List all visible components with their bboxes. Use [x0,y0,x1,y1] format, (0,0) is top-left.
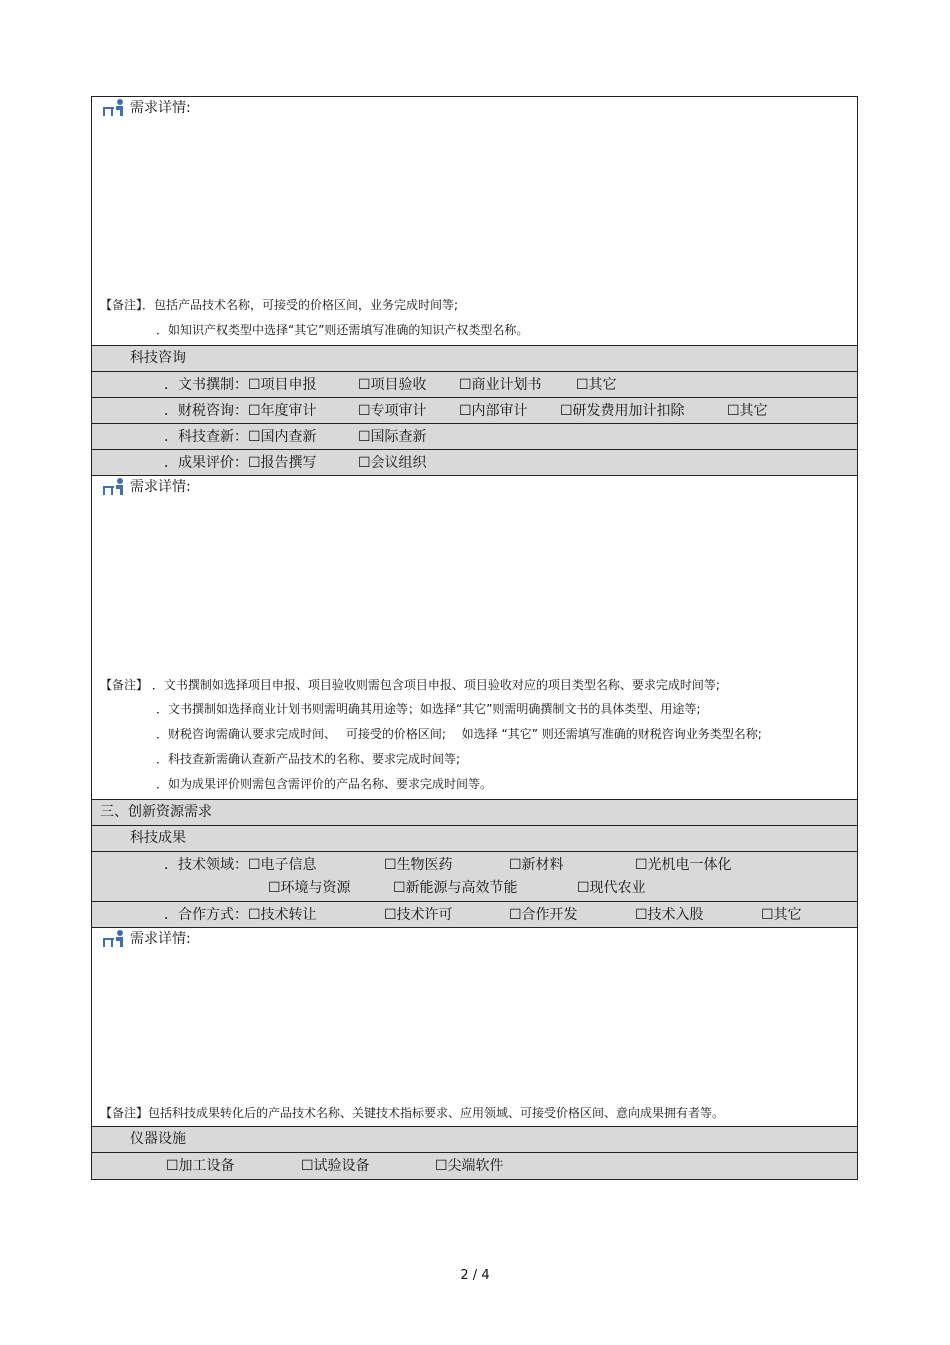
checkbox-international-search[interactable]: ☐国际查新 [358,429,427,445]
checkbox-joint-development[interactable]: ☐合作开发 [509,907,578,923]
checkbox-meeting-organize[interactable]: ☐会议组织 [358,455,427,471]
option-row-evaluation [92,450,857,476]
checkbox-tech-transfer[interactable]: ☐技术转让 [248,907,317,923]
checkbox-biomedicine[interactable]: ☐生物医药 [384,857,453,873]
option-row-tax [92,398,857,424]
checkbox-tech-license[interactable]: ☐技术许可 [384,907,453,923]
checkbox-project-accept[interactable]: ☐项目验收 [358,377,427,393]
checkbox-project-apply[interactable]: ☐项目申报 [248,377,317,393]
note-line: 【备注】．包括产品技术名称，可接受的价格区间，业务完成时间等; [100,298,459,312]
detail-block-ip[interactable] [92,97,857,346]
checkbox-new-materials[interactable]: ☐新材料 [509,857,564,873]
option-row-search [92,424,857,450]
demand-form [91,96,858,1180]
checkbox-special-audit[interactable]: ☐专项审计 [358,403,427,419]
checkbox-annual-audit[interactable]: ☐年度审计 [248,403,317,419]
detail-label: 需求详情: [102,98,191,118]
row-label: ．财税咨询： [164,403,248,419]
checkbox-environment[interactable]: ☐环境与资源 [268,880,351,896]
checkbox-modern-agriculture[interactable]: ☐现代农业 [577,880,646,896]
checkbox-processing-equipment[interactable]: ☐加工设备 [166,1158,235,1174]
detail-block-achievements[interactable] [92,928,857,1127]
checkbox-domestic-search[interactable]: ☐国内查新 [248,429,317,445]
detail-label: 需求详情: [102,477,191,497]
checkbox-other[interactable]: ☐其它 [727,403,768,419]
option-row-instruments [92,1153,857,1179]
checkbox-optomechatronics[interactable]: ☐光机电一体化 [635,857,732,873]
option-row-cooperation [92,902,857,928]
row-label: ．科技查新： [164,429,248,445]
checkbox-advanced-software[interactable]: ☐尖端软件 [435,1158,504,1174]
note-line: 【备注】包括科技成果转化后的产品技术名称、关键技术指标要求、应用领域、可接受价格区间、意向成果拥有者等。 [100,1106,725,1120]
person-at-desk-icon [102,98,127,118]
row-label: ．合作方式： [164,907,248,923]
note-line: 【备注】 ．文书撰制如选择项目申报、项目验收则需包含项目申报、项目验收对应的项目类型名称、要求完成时间等; [100,678,720,692]
section-header-instruments: 仪器设施 [92,1127,857,1153]
option-row-document [92,372,857,398]
note-line: ．如知识产权类型中选择“其它”则还需填写准确的知识产权类型名称。 [156,323,529,337]
row-label: ．成果评价： [164,455,248,471]
checkbox-new-energy[interactable]: ☐新能源与高效节能 [393,880,518,896]
option-row-tech-field [92,852,857,902]
page-number: 2 / 4 [460,1268,490,1283]
checkbox-tech-equity[interactable]: ☐技术入股 [635,907,704,923]
note-line: ．财税咨询需确认要求完成时间、 可接受的价格区间; 如选择 “其它” 则还需填写准确的财税咨询业务类型名称; [156,727,762,741]
checkbox-internal-audit[interactable]: ☐内部审计 [459,403,528,419]
section-header-achievements: 科技成果 [92,826,857,852]
checkbox-test-equipment[interactable]: ☐试验设备 [301,1158,370,1174]
detail-label: 需求详情: [102,929,191,949]
section-title-innovation: 三、创新资源需求 [92,800,857,826]
note-line: ．文书撰制如选择商业计划书则需明确其用途等；如选择“其它”则需明确撰制文书的具体类型、用途等; [156,702,701,716]
checkbox-other[interactable]: ☐其它 [761,907,802,923]
checkbox-rd-deduction[interactable]: ☐研发费用加计扣除 [560,403,685,419]
checkbox-report-writing[interactable]: ☐报告撰写 [248,455,317,471]
note-line: ．科技查新需确认查新产品技术的名称、要求完成时间等; [156,752,461,766]
checkbox-business-plan[interactable]: ☐商业计划书 [459,377,542,393]
person-at-desk-icon [102,929,127,949]
detail-block-consulting[interactable] [92,476,857,800]
row-label: ．技术领域： [164,857,248,873]
row-label: ．文书撰制： [164,377,248,393]
note-line: ．如为成果评价则需包含需评价的产品名称、要求完成时间等。 [156,777,493,791]
person-at-desk-icon [102,477,127,497]
checkbox-electronic-info[interactable]: ☐电子信息 [248,857,317,873]
section-header-consulting: 科技咨询 [92,346,857,372]
checkbox-other[interactable]: ☐其它 [576,377,617,393]
